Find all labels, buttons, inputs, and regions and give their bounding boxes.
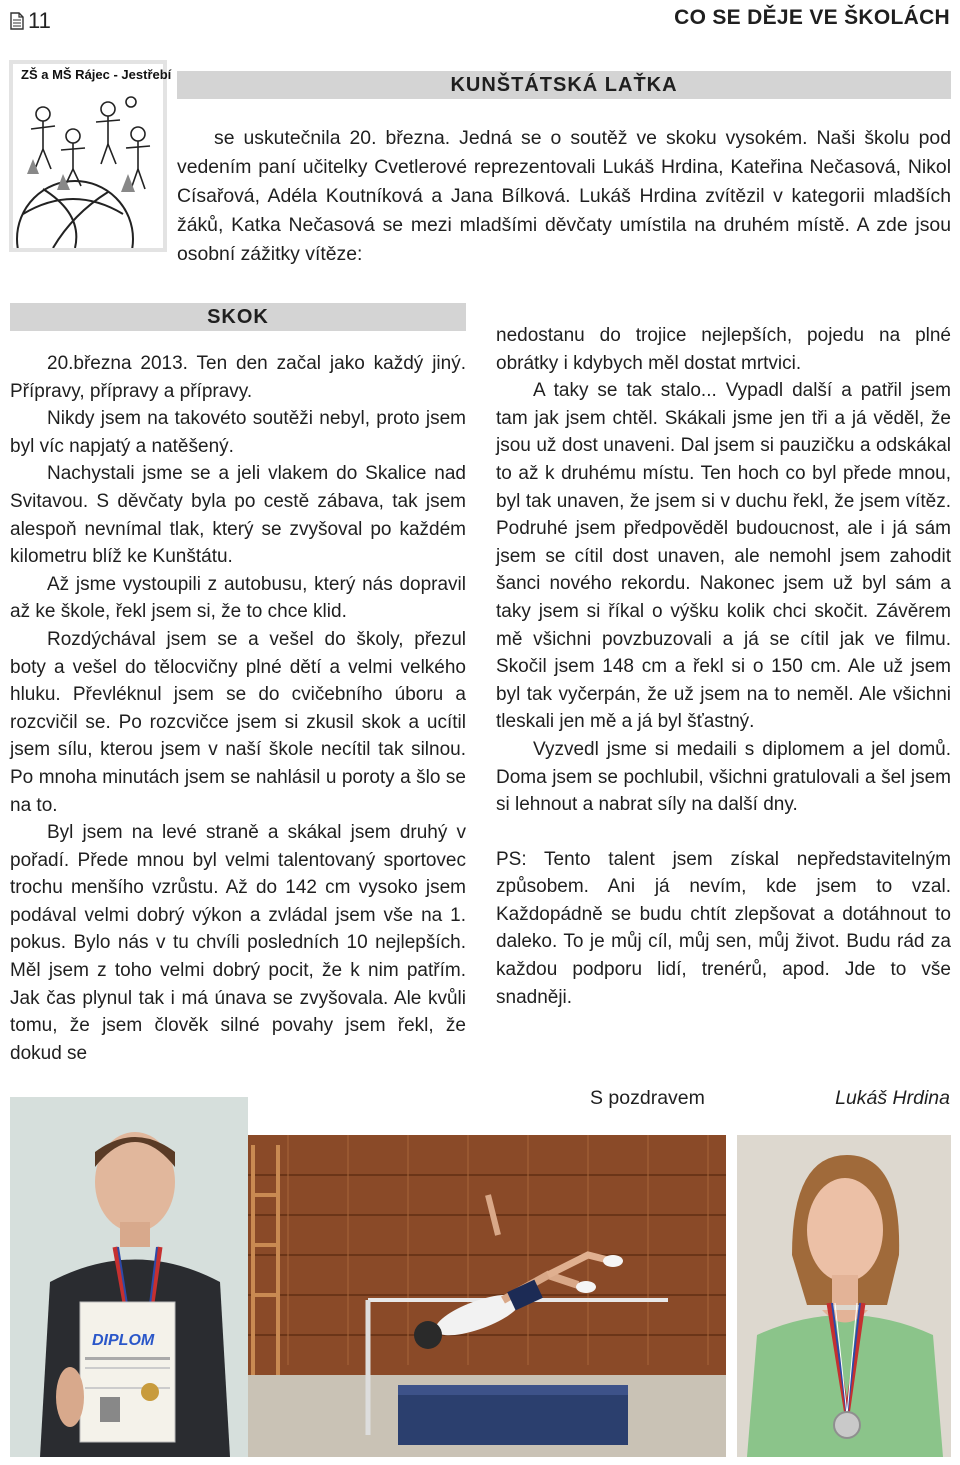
logo-drawing-icon bbox=[13, 64, 163, 248]
school-logo bbox=[9, 60, 172, 252]
page-number-text: 11 bbox=[28, 8, 51, 33]
page-number bbox=[10, 8, 51, 34]
story-continuation: nedostanu do trojice nejlepších, pojedu na plné obrátky i kdybych měl dostat mrtvici. bbox=[496, 325, 951, 374]
page-icon bbox=[10, 12, 24, 30]
greeting: S pozdravem bbox=[590, 1087, 705, 1109]
page-header bbox=[0, 0, 960, 42]
story-paragraph: Až jsme vystoupili z autobusu, který nás dopravil až ke škole, řekl jsem si, že to chce klid. bbox=[10, 573, 466, 623]
article-title: KUNŠTÁTSKÁ LAŤKA bbox=[177, 71, 951, 99]
story-right-column bbox=[496, 322, 951, 1011]
story-paragraph: Byl jsem na levé straně a skákal jsem druhý v pořadí. Přede mnou byl velmi talentovaný sportovec trochu menšího vzrůstu. Až do 142 cm vysoko jsem podával velmi dobrý výkon a zvládal jsem vše na 1. pokus. Bylo nás v tu chvíli posledních 10 nejlepších. Měl jsem z toho velmi dobrý pocit, že k nim patřím. Jak čas plynul tak i má únava se zvyšovala. Ale kvůli tomu, že jsem člověk silné povahy jsem řekl, že dokud se bbox=[10, 822, 466, 1064]
diploma-label: DIPLOM bbox=[92, 1332, 155, 1349]
author-name: Lukáš Hrdina bbox=[835, 1087, 950, 1109]
story-paragraph: Nikdy jsem na takovéto soutěži nebyl, proto jsem byl víc napjatý a natěšený. bbox=[10, 408, 466, 457]
intro-paragraph: se uskutečnila 20. března. Jedná se o soutěž ve skoku vysokém. Naši školu pod vedením paní učitelky Cvetlerové reprezentovali Lukáš Hrdina, Kateřina Nečasová, Nikol Císařová, Adéla Koutníková a Jana Bílková. Lukáš Hrdina zvítězil v kategorii mladších žáků, Katka Nečasová se mezi mladšími děvčaty umístila na druhém místě. A zde jsou osobní zážitky vítěze: bbox=[177, 127, 951, 265]
photo-girl-with-medal bbox=[737, 1135, 951, 1457]
story-paragraph: 20.března 2013. Ten den začal jako každý jiný. Přípravy, přípravy a přípravy. bbox=[10, 353, 466, 402]
story-paragraph: A taky se tak stalo... Vypadl další a patřil jsem tam jak jsem chtěl. Skákali jsme jen tři a já věděl, že jsou už dost unaveni. Dal jsem si pauzičku a odskákal to až k druhému místu. Ten hoch co byl přede mnou, byl tak unaven, že jsem si v duchu řekl, že jsem vítěz. Podruhé jsem předpověděl budoucnost, ale i já sám jsem se cítil dost unaven, ale nemohl jsem zahodit šanci nového rekordu. Nakonec jsem už byl sám a taky jsem si říkal o výšku kolik chci skočit. Závěrem mě všichni povzbuzovali a já se cítil jak ve filmu. Skočil jsem 148 cm a řekl si o 150 cm. Ale už jsem byl tak vyčerpán, že už jsem na to neměl. Ale všichni tleskali jen mě a já byl šťastný. bbox=[496, 380, 951, 733]
story-paragraph: Nachystali jsme se a jeli vlakem do Skalice nad Svitavou. S děvčaty byla po cestě zábava, tak jsem alespoň nevnímal tlak, který se zvyšoval po každém kilometru blíž ke Kunštátu. bbox=[10, 463, 466, 568]
logo-text: ZŠ a MŠ Rájec - Jestřebí bbox=[21, 67, 172, 82]
postscript: PS: Tento talent jsem získal nepředstavitelným způsobem. Ani já nevím, kde jsem to vzal. Každopádně se budu chtít zlepšovat a dotáhnout to daleko. To je můj cíl, můj sen, můj život. Budu rád za každou podporu lidí, trenérů, apod. Jde to vše snadněji. bbox=[496, 848, 951, 1008]
article-intro bbox=[177, 124, 951, 269]
section-title: CO SE DĚJE VE ŠKOLÁCH bbox=[674, 6, 950, 29]
story-paragraph: Rozdýchával jsem se a vešel do školy, přezul boty a vešel do tělocvičny plné dětí a velmi velkého hluku. Převléknul jsem se do cvičebního úboru a rozcvičil se. Po rozcvičce jsem si zkusil skok a ucítil jsem sílu, kterou jsem v naší škole necítil tak silnou. Po mnoha minutách jsem se nahlásil u poroty a šlo se na to. bbox=[10, 628, 466, 816]
photo-boy-with-diploma bbox=[10, 1097, 248, 1457]
story-heading: SKOK bbox=[10, 303, 466, 331]
story-left-column bbox=[10, 350, 466, 1067]
story-paragraph: Vyzvedl jsme si medaili s diplomem a jel domů. Doma jsem se pochlubil, všichni gratulovali a šel jsem si lehnout a nabrat síly na další dny. bbox=[496, 738, 951, 816]
photo-high-jump bbox=[248, 1135, 726, 1457]
